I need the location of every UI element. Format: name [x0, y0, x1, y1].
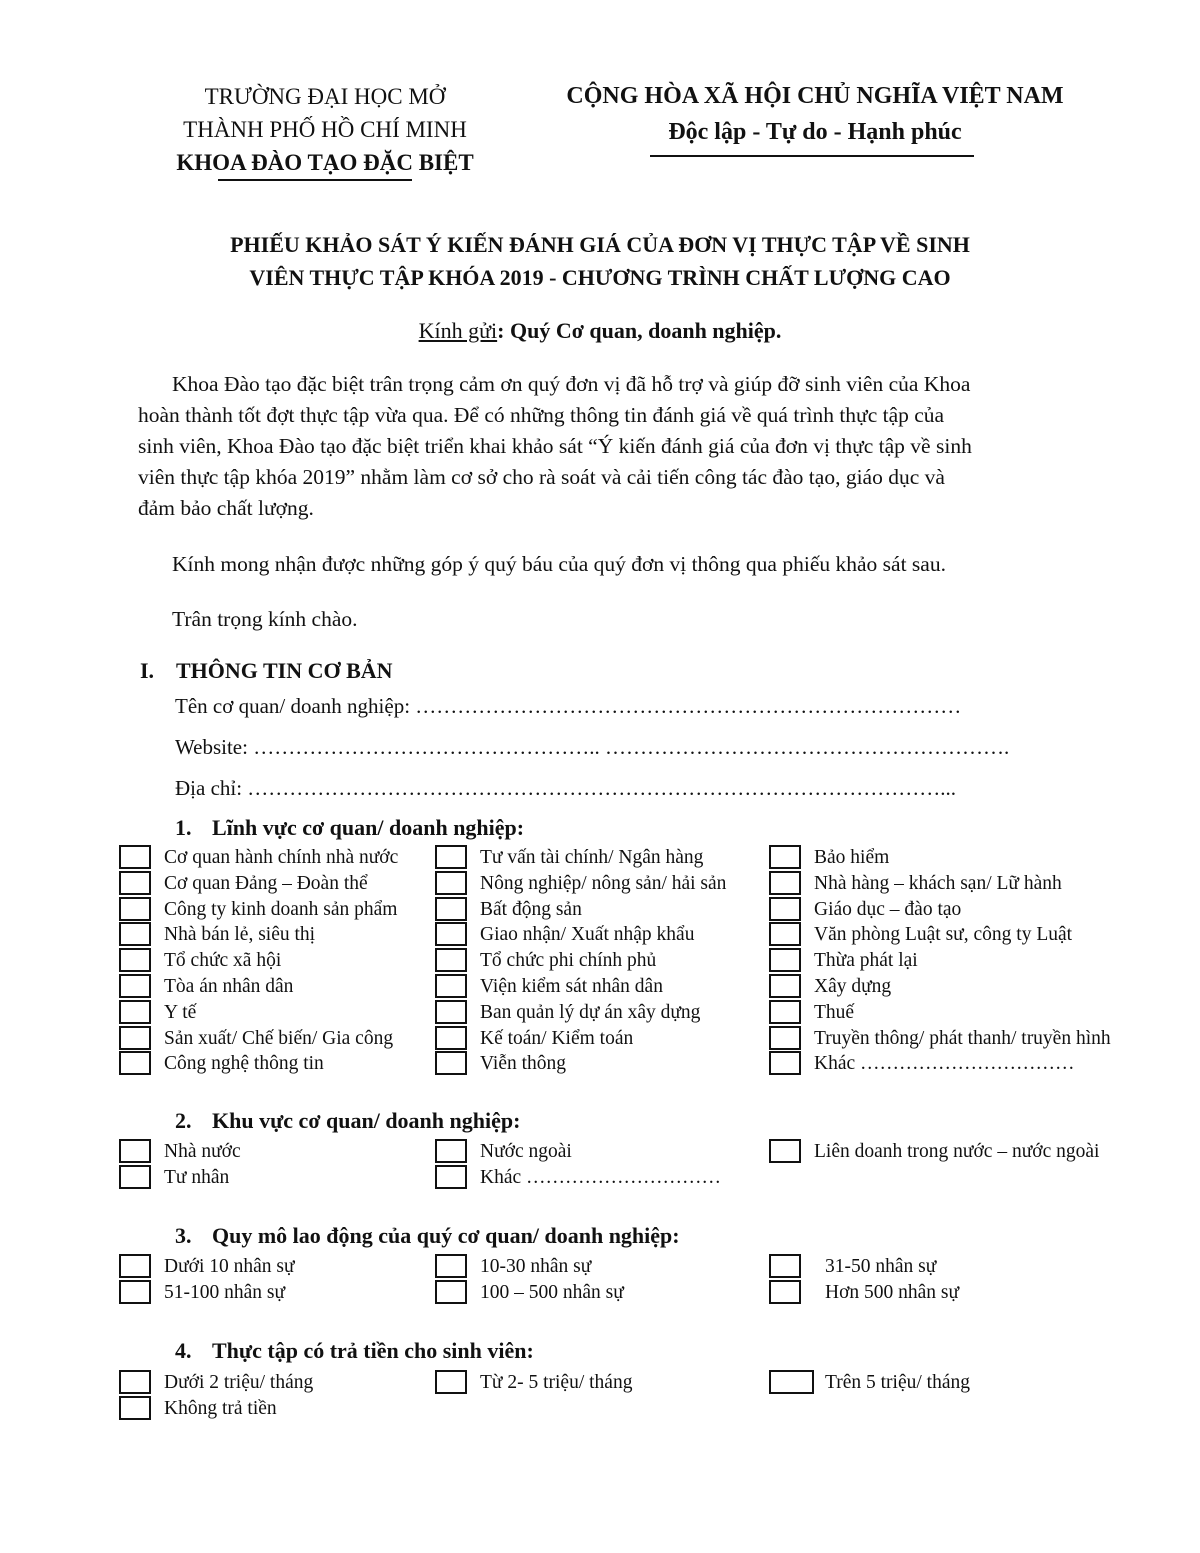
option-label: Khác …………………………	[480, 1166, 722, 1188]
checkbox[interactable]	[435, 1051, 467, 1075]
option-label: Nông nghiệp/ nông sản/ hải sản	[480, 872, 727, 894]
question-heading	[175, 1108, 520, 1134]
option-label: Văn phòng Luật sư, công ty Luật	[814, 924, 1073, 946]
checkbox[interactable]	[769, 871, 801, 895]
option-label: Tổ chức phi chính phủ	[480, 950, 657, 972]
form-title-line1: PHIẾU KHẢO SÁT Ý KIẾN ĐÁNH GIÁ CỦA ĐƠN VỊ THỰC TẬP VỀ SINH	[230, 232, 970, 257]
checkbox[interactable]	[119, 922, 151, 946]
checkbox[interactable]	[435, 1000, 467, 1024]
option-label: 100 – 500 nhân sự	[480, 1281, 624, 1303]
checkbox[interactable]	[119, 1051, 151, 1075]
option-label: Nhà hàng – khách sạn/ Lữ hành	[814, 872, 1062, 894]
checkbox[interactable]	[119, 1370, 151, 1394]
option-label: 51-100 nhân sự	[164, 1281, 286, 1303]
option-label: Ban quản lý dự án xây dựng	[480, 1001, 701, 1023]
question-number: 3.	[175, 1223, 192, 1248]
option-label: Nhà nước	[164, 1141, 241, 1162]
checkbox[interactable]	[119, 948, 151, 972]
section-number: I.	[140, 658, 155, 683]
checkbox[interactable]	[769, 1254, 801, 1278]
form-title-line2: VIÊN THỰC TẬP KHÓA 2019 - CHƯƠNG TRÌNH CHẤT LƯỢNG CAO	[249, 265, 951, 290]
option-label: Truyền thông/ phát thanh/ truyền hình	[814, 1027, 1111, 1049]
checkbox[interactable]	[119, 845, 151, 869]
checkbox[interactable]	[119, 1280, 151, 1304]
checkbox[interactable]	[769, 948, 801, 972]
option-label: Tư vấn tài chính/ Ngân hàng	[480, 847, 704, 868]
option-label: Tư nhân	[164, 1166, 230, 1188]
institution-header	[130, 80, 520, 179]
intro-line: viên thực tập khóa 2019” nhằm làm cơ sở cho rà soát và cải tiến công tác đào tạo, giáo dục và	[138, 465, 945, 489]
org-name-field[interactable]: Tên cơ quan/ doanh nghiệp: ……………………………………………………………………	[175, 694, 962, 718]
greeting	[100, 316, 1100, 346]
option-label: Tòa án nhân dân	[164, 975, 294, 997]
national-title: CỘNG HÒA XÃ HỘI CHỦ NGHĨA VIỆT NAM	[566, 83, 1064, 109]
checkbox[interactable]	[435, 922, 467, 946]
section-heading	[140, 658, 393, 684]
checkbox[interactable]	[769, 845, 801, 869]
university-name-line2: THÀNH PHỐ HỒ CHÍ MINH	[183, 117, 467, 142]
option-label: Viện kiểm sát nhân dân	[480, 975, 663, 997]
option-label: Trên 5 triệu/ tháng	[825, 1372, 970, 1393]
question-heading	[175, 815, 524, 841]
intro-line: hoàn thành tốt đợt thực tập vừa qua. Để có những thông tin đánh giá về quá trình thực tập của	[138, 403, 945, 427]
question-title: Quy mô lao động của quý cơ quan/ doanh nghiệp:	[212, 1223, 680, 1248]
checkbox[interactable]	[769, 1280, 801, 1304]
motto-underline	[650, 155, 974, 157]
option-label: Dưới 2 triệu/ tháng	[164, 1372, 314, 1393]
option-label: Xây dựng	[814, 975, 892, 997]
closing-text: Trân trọng kính chào.	[172, 607, 358, 631]
option-label: Cơ quan Đảng – Đoàn thể	[164, 872, 368, 894]
checkbox[interactable]	[769, 1026, 801, 1050]
checkbox[interactable]	[769, 922, 801, 946]
checkbox[interactable]	[435, 897, 467, 921]
checkbox[interactable]	[769, 897, 801, 921]
university-name-line1: TRƯỜNG ĐẠI HỌC MỞ	[204, 84, 446, 109]
question-heading	[175, 1338, 534, 1364]
checkbox[interactable]	[119, 1396, 151, 1420]
checkbox[interactable]	[769, 1370, 814, 1394]
option-label: Thuế	[814, 1001, 855, 1023]
national-header	[530, 78, 1100, 150]
option-label: Y tế	[164, 1001, 197, 1023]
option-label: Từ 2- 5 triệu/ tháng	[480, 1372, 633, 1393]
checkbox[interactable]	[119, 897, 151, 921]
option-label: Công ty kinh doanh sản phẩm	[164, 898, 398, 920]
option-label: Bất động sản	[480, 898, 582, 920]
checkbox[interactable]	[119, 1139, 151, 1163]
greeting-prefix: Kính gửi	[418, 318, 498, 343]
checkbox[interactable]	[769, 1000, 801, 1024]
checkbox[interactable]	[435, 1370, 467, 1394]
option-label: Viễn thông	[480, 1053, 567, 1075]
option-label: Khác ……………………………	[814, 1053, 1075, 1075]
checkbox[interactable]	[769, 1139, 801, 1163]
checkbox[interactable]	[435, 1026, 467, 1050]
question-title: Khu vực cơ quan/ doanh nghiệp:	[212, 1108, 521, 1133]
option-label: 31-50 nhân sự	[825, 1256, 937, 1277]
option-label: Nước ngoài	[480, 1141, 572, 1162]
greeting-recipient: Quý Cơ quan, doanh nghiệp.	[504, 318, 782, 343]
option-label: Tổ chức xã hội	[164, 950, 282, 972]
question-number: 2.	[175, 1108, 192, 1133]
option-label: Hơn 500 nhân sự	[825, 1281, 960, 1303]
checkbox[interactable]	[435, 1254, 467, 1278]
option-label: Bảo hiểm	[814, 847, 890, 868]
checkbox[interactable]	[119, 1165, 151, 1189]
intro-line: đảm bảo chất lượng.	[138, 496, 314, 520]
checkbox[interactable]	[769, 974, 801, 998]
option-label: 10-30 nhân sự	[480, 1256, 592, 1277]
question-number: 1.	[175, 815, 192, 840]
option-label: Kế toán/ Kiểm toán	[480, 1027, 634, 1049]
question-title: Thực tập có trả tiền cho sinh viên:	[212, 1338, 534, 1363]
section-title: THÔNG TIN CƠ BẢN	[176, 658, 393, 683]
form-title	[100, 228, 1100, 294]
option-label: Sản xuất/ Chế biến/ Gia công	[164, 1027, 394, 1049]
faculty-name: KHOA ĐÀO TẠO ĐẶC BIỆT	[176, 150, 474, 175]
option-label: Giao nhận/ Xuất nhập khẩu	[480, 924, 695, 946]
question-heading	[175, 1223, 680, 1249]
option-label: Liên doanh trong nước – nước ngoài	[814, 1141, 1100, 1162]
checkbox[interactable]	[435, 1139, 467, 1163]
option-label: Cơ quan hành chính nhà nước	[164, 847, 399, 868]
checkbox[interactable]	[435, 1165, 467, 1189]
checkbox[interactable]	[119, 871, 151, 895]
option-label: Giáo dục – đào tạo	[814, 898, 962, 920]
checkbox[interactable]	[119, 1026, 151, 1050]
question-number: 4.	[175, 1338, 192, 1363]
intro-request: Kính mong nhận được những góp ý quý báu của quý đơn vị thông qua phiếu khảo sát sau.	[172, 552, 946, 576]
intro-line: sinh viên, Khoa Đào tạo đặc biệt triển khai khảo sát “Ý kiến đánh giá của đơn vị thực tập về sinh	[138, 434, 972, 458]
national-motto: Độc lập - Tự do - Hạnh phúc	[668, 119, 962, 145]
checkbox[interactable]	[435, 948, 467, 972]
checkbox[interactable]	[119, 1000, 151, 1024]
option-label: Không trả tiền	[164, 1397, 277, 1419]
checkbox[interactable]	[119, 974, 151, 998]
option-label: Thừa phát lại	[814, 950, 918, 972]
checkbox[interactable]	[769, 1051, 801, 1075]
checkbox[interactable]	[435, 871, 467, 895]
checkbox[interactable]	[119, 1254, 151, 1278]
option-label: Dưới 10 nhân sự	[164, 1256, 295, 1277]
checkbox[interactable]	[435, 974, 467, 998]
faculty-underline	[218, 179, 412, 181]
intro-line: Khoa Đào tạo đặc biệt trân trọng cảm ơn quý đơn vị đã hỗ trợ và giúp đỡ sinh viên của Khoa	[172, 372, 971, 396]
option-label: Nhà bán lẻ, siêu thị	[164, 924, 316, 946]
option-label: Công nghệ thông tin	[164, 1053, 324, 1075]
checkbox[interactable]	[435, 845, 467, 869]
greeting-colon: :	[497, 318, 505, 343]
address-field[interactable]: Địa chỉ: ………………………………………………………………………………………...	[175, 776, 957, 800]
question-title: Lĩnh vực cơ quan/ doanh nghiệp:	[212, 815, 525, 840]
checkbox[interactable]	[435, 1280, 467, 1304]
website-field[interactable]: Website: ………………………………………….. ………………………………………………….	[175, 735, 1010, 759]
intro-paragraph	[138, 369, 1068, 524]
